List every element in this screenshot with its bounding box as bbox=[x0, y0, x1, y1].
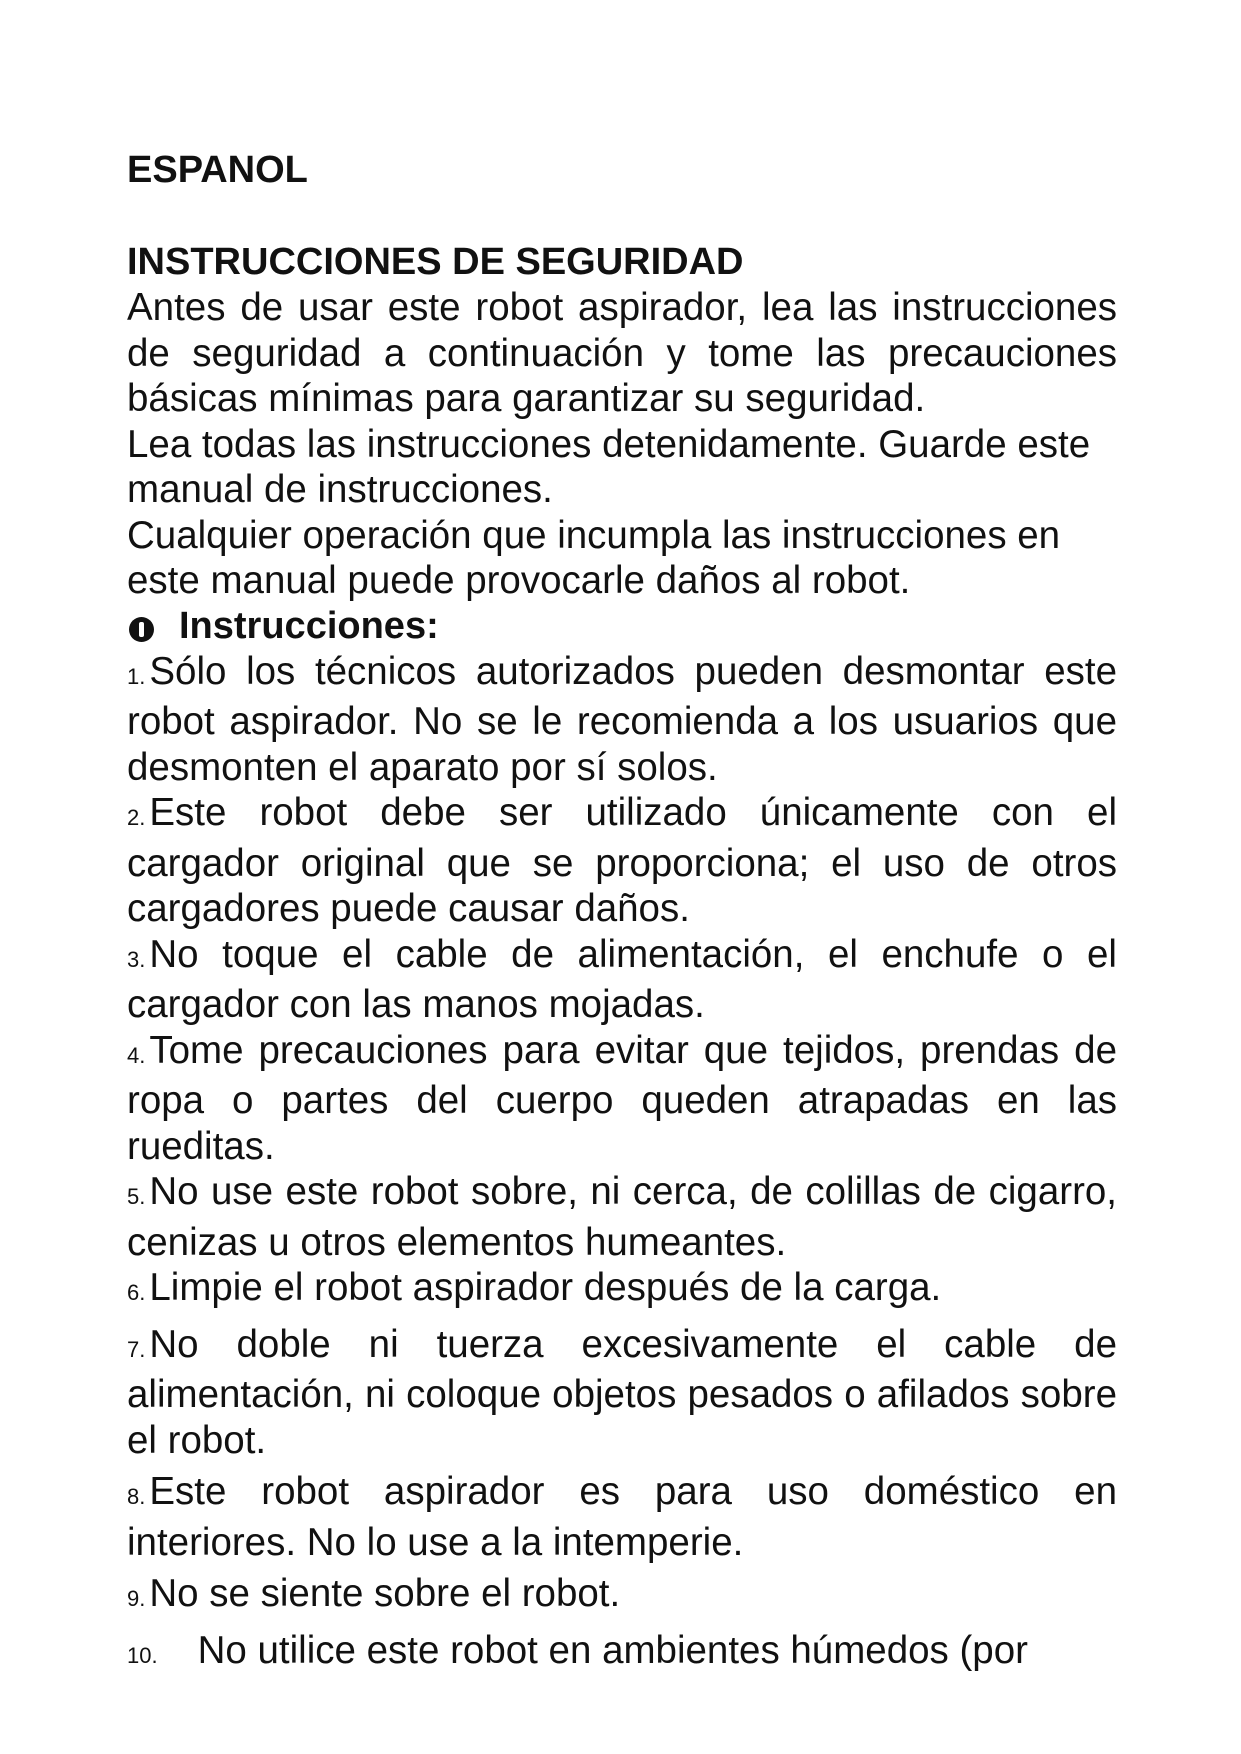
item-number: 9. bbox=[127, 1586, 146, 1611]
intro-paragraph: Lea todas las instrucciones detenidamente. Guarde este manual de instrucciones. bbox=[127, 422, 1091, 511]
list-item bbox=[127, 1265, 1117, 1316]
list-item bbox=[127, 1571, 1117, 1622]
language-heading: ESPANOL bbox=[127, 149, 308, 191]
instructions-heading-label: Instrucciones: bbox=[179, 604, 439, 647]
list-item bbox=[127, 1028, 1117, 1170]
item-number: 2. bbox=[127, 805, 146, 830]
item-text: No use este robot sobre, ni cerca, de colillas de cigarro, cenizas u otros elementos humeantes. bbox=[127, 1170, 1117, 1264]
list-item bbox=[127, 1469, 1117, 1565]
item-text: No se siente sobre el robot. bbox=[149, 1572, 621, 1615]
info-icon bbox=[129, 617, 154, 642]
item-number: 1. bbox=[127, 663, 146, 689]
instructions-heading bbox=[127, 604, 1117, 649]
item-text: Limpie el robot aspirador después de la carga. bbox=[149, 1266, 942, 1309]
list-item bbox=[127, 932, 1117, 1028]
item-number: 4. bbox=[127, 1042, 146, 1068]
item-number: 6. bbox=[127, 1280, 146, 1305]
item-text: No utilice este robot en ambientes húmedos (por bbox=[197, 1628, 1028, 1672]
item-number: 7. bbox=[127, 1336, 146, 1362]
item-number: 5. bbox=[127, 1184, 146, 1209]
item-text: Sólo los técnicos autorizados pueden desmontar este robot aspirador. No se le recomienda a los usuarios que desmonten el aparato por sí solos. bbox=[127, 649, 1117, 789]
section-title: INSTRUCCIONES DE SEGURIDAD bbox=[127, 241, 744, 283]
manual-page bbox=[127, 148, 1117, 1678]
list-item bbox=[127, 1628, 1117, 1679]
item-text: No doble ni tuerza excesivamente el cable de alimentación, ni coloque objetos pesados o afilados sobre el robot. bbox=[127, 1322, 1117, 1462]
item-text: Este robot aspirador es para uso doméstico en interiores. No lo use a la intemperie. bbox=[127, 1470, 1117, 1564]
item-text: Tome precauciones para evitar que tejidos, prendas de ropa o partes del cuerpo queden atrapadas en las rueditas. bbox=[127, 1028, 1117, 1168]
list-item bbox=[127, 790, 1117, 932]
intro-paragraph: Antes de usar este robot aspirador, lea las instrucciones de seguridad a continuación y tome las precauciones básicas mínimas para garantizar su seguridad. bbox=[127, 286, 1117, 420]
item-number: 8. bbox=[127, 1484, 146, 1509]
item-text: No toque el cable de alimentación, el enchufe o el cargador con las manos mojadas. bbox=[127, 932, 1117, 1026]
list-item bbox=[127, 1322, 1117, 1464]
item-number: 10. bbox=[127, 1642, 158, 1668]
instruction-list bbox=[127, 649, 1117, 1679]
item-number: 3. bbox=[127, 946, 146, 972]
list-item bbox=[127, 1169, 1117, 1265]
item-text: Este robot debe ser utilizado únicamente con el cargador original que se proporciona; el uso de otros cargadores puede causar daños. bbox=[127, 791, 1117, 930]
list-item bbox=[127, 649, 1117, 791]
intro-paragraph: Cualquier operación que incumpla las instrucciones en este manual puede provocarle daños al robot. bbox=[127, 513, 1061, 602]
intro-text bbox=[127, 285, 1117, 604]
